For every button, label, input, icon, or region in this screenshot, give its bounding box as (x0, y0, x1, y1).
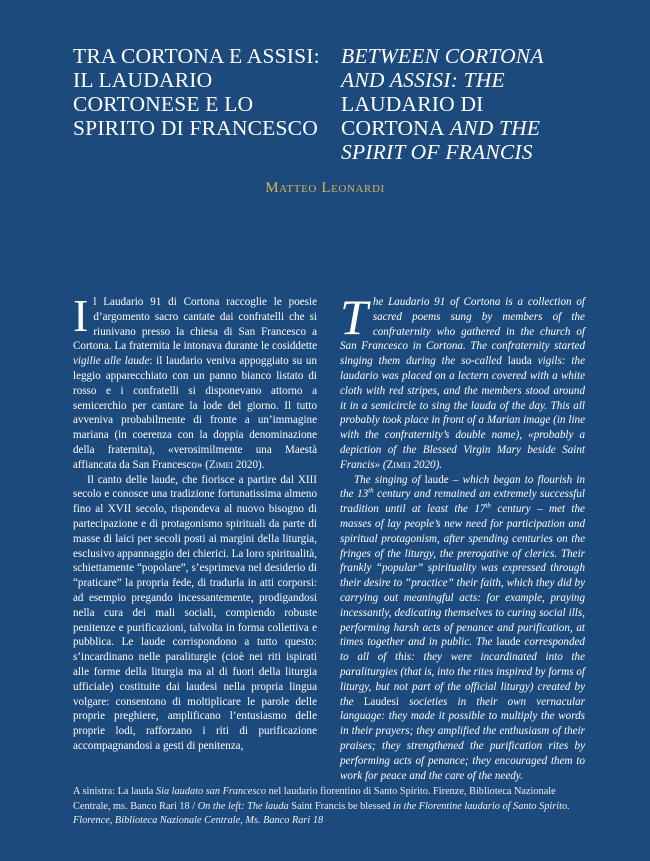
image-caption (73, 785, 588, 829)
citation-author: Zimei (386, 458, 411, 471)
text-run: societies in their own vernacular language: they made it possible to multiply the words in their prayers; they amplified the enthusiasm of their praises; they strengthened the purification rites by performing acts of penance; they encouraged them to work for peace and the care of the needy. (340, 695, 585, 782)
italian-paragraph: Il canto delle laude, che fiorisce a partire dal XIII secolo e conosce una tradizione fortunatissima almeno fino al XVII secolo, rispondeva al nuovo bisogno di partecipazione e di protagonismo spirituali da parte di masse di laici per secoli posti ai margini della liturgia, esclusivo appannaggio dei chierici. La loro spiritualità, schiettamente “popolare”, s’esprimeva nel desiderio di “praticare” la propria fede, di tradurla in atti corporsi: ad esempio pregando incessantemente, prodigandosi nella cura dei mali sociali, compiendo robuste penitenze e purificazioni, talvolta in forma collettiva e pubblica. Le laude corrispondono a tutto questo: s’incardinano nelle paraliturgie (cioè nei riti ispirati alle forme della liturgia ma al di fuori della liturgia ufficiale) costituite dai laudesi nella propria lingua volgare: consentono di moltiplicare le parole delle proprie preghiere, amplificano l’entusiasmo delle proprie lodi, rafforzano i riti di purificazione accompagnandosi a gesti di penitenza, (73, 473, 317, 752)
caption-run-italic: On the left: The lauda (197, 800, 292, 812)
text-run: century and remained an extremely successful tradition until at least the 17 (340, 488, 586, 516)
text-run: l Laudario 91 di Cortona raccoglie le poesie d’argomento sacro cantate dai confratelli che si riunivano presso la chiesa di San Francesco a Cortona. La fraternita le intonava durante le cosiddette (73, 296, 317, 353)
english-column (340, 289, 586, 783)
text-run: The singing of (354, 473, 425, 486)
caption-run-italic: in the Florentine laudario of Santo Spirito. Florence, Biblioteca Nazionale Centrale, Ms. Banco Rari 18 (73, 800, 570, 826)
caption-run: Saint Francis be blessed (291, 800, 391, 812)
text-run: he Laudario 91 of Cortona is a collection of sacred poems sung by members of the confraternity who gathered in the church of San Francesco in Cortona. The confraternity started singing them during the so-called (340, 296, 585, 368)
text-run-roman: laude (496, 636, 521, 649)
text-run: : il laudario veniva appoggiato su un leggio apparecchiato con un panno bianco listato di rosso e i confratelli si disponevano attorno a semicerchio per cantare la lode del giorno. Il tutto avveniva probabilmente di fronte a un’immagine mariana (in coerenza con la doppia denominazione della fraternita), «verosimilmente una Maestà affiancata da San Francesco» ( (73, 355, 317, 471)
caption-run: nel laudario fiorentino di Santo Spirito. Firenze, Biblioteca Nazionale Centrale, ms. Banco Rari 18 / (73, 786, 556, 812)
superscript: th (485, 501, 491, 510)
caption-run-italic: Sia laudato san Francesco (155, 786, 267, 797)
text-run-roman: Laudesi (363, 695, 399, 708)
text-run: corresponded to all of this: they were incardinated into the paraliturgies (that is, into the rites inspired by forms of liturgy, but not part of the official liturgy) created by the (340, 636, 585, 708)
text-run: 2020). (233, 458, 265, 471)
author-name: Matteo Leonardi (265, 180, 385, 196)
title-english-part: AND THE SPIRIT OF FRANCIS (341, 116, 541, 164)
drop-cap: T (340, 289, 368, 345)
title-english-part: DI CORTONA (341, 92, 484, 140)
superscript: th (368, 486, 374, 495)
text-run: vigils: the laudario was placed on a lectern covered with a white cloth with red stripes, and the members stood around it in a semicircle to sing the lauda of the day. This all probably took place in front of a Marian image (in line with the confraternity’s double name), «probably a depiction of the Blessed Virgin Mary beside Saint Francis» ( (340, 355, 585, 471)
text-run: century – met the masses of lay people’s new need for participation and spiritual protagonism, after spending centuries on the fringes of the liturgy, the prerogative of clerics. Their frankly “popular” spirituality was expressed through their desire to “practice” their faith, which they did by carrying out meaningful acts: for example, praying incessantly, dedicating themselves to curing social ills, performing harsh acts of penance and purification, at times together and in public. The (340, 503, 585, 649)
text-run-roman: lauda (507, 355, 532, 368)
title-english (341, 44, 591, 164)
english-paragraph (340, 289, 585, 473)
english-paragraph (340, 473, 585, 784)
citation-author: Zimei (208, 458, 234, 471)
caption-run: A sinistra: La lauda (73, 786, 156, 797)
italian-column (73, 290, 317, 754)
text-run: 2020). (410, 458, 443, 471)
drop-cap: I (73, 290, 89, 341)
title-english-part: BETWEEN CORTONA AND ASSISI: THE (341, 44, 544, 92)
title-italian: TRA CORTONA E ASSISI: IL LAUDARIO CORTONESE E LO SPIRITO DI FRANCESCO (73, 44, 320, 140)
italian-paragraph (73, 290, 317, 473)
title-english-part: LAUDARIO (341, 92, 461, 116)
text-run-roman: laude (424, 473, 449, 486)
text-run: – which began to flourish in the 13 (340, 473, 586, 501)
text-run-italic: vigilie alle laude (73, 355, 150, 368)
